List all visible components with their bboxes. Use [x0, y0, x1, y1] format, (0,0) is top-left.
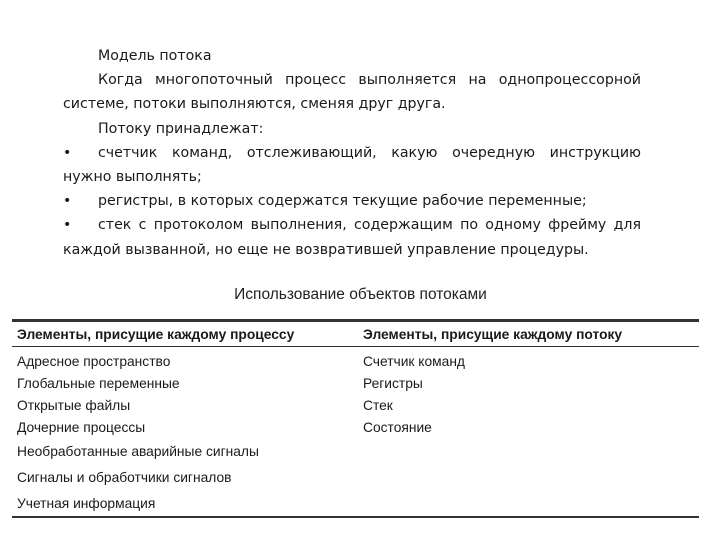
table-row	[12, 350, 699, 372]
bullet-item	[63, 189, 641, 213]
process-cell: Открытые файлы	[17, 397, 131, 413]
table-body	[12, 347, 699, 516]
process-cell: Сигналы и обработчики сигналов	[17, 469, 232, 485]
bullet-item	[63, 141, 641, 189]
section-heading: Модель потока	[98, 48, 212, 64]
thread-cell: Стек	[363, 397, 393, 413]
table-row	[12, 416, 699, 438]
thread-cell: Счетчик команд	[363, 353, 465, 369]
bullet-item	[63, 213, 641, 261]
thread-column-header: Элементы, присущие каждому потоку	[363, 326, 623, 342]
bullet-icon: •	[63, 217, 72, 234]
table-row	[12, 394, 699, 416]
table-header-row	[12, 322, 699, 346]
process-column-header: Элементы, присущие каждому процессу	[17, 326, 295, 342]
intro-paragraph: Когда многопоточный процесс выполняется на однопроцессорной системе, потоки выполняются, сменяя друг друга.	[63, 72, 641, 113]
process-cell: Необработанные аварийные сигналы	[17, 443, 259, 459]
bullet-text: регистры, в которых содержатся текущие рабочие переменные;	[98, 193, 587, 210]
thread-cell: Состояние	[363, 419, 432, 435]
table-caption: Использование объектов потоками	[234, 286, 487, 303]
bullet-text: стек с протоколом выполнения, содержащим по одному фрейму для каждой вызванной, но еще не возвратившей управление процедуры.	[63, 217, 641, 258]
process-cell: Адресное пространство	[17, 353, 171, 369]
bullet-icon: •	[63, 193, 72, 210]
process-cell: Учетная информация	[17, 495, 156, 511]
thread-cell: Регистры	[363, 375, 423, 391]
table-bottom-rule	[12, 516, 699, 518]
table-row	[12, 438, 699, 464]
bullet-icon: •	[63, 144, 72, 161]
belongs-paragraph: Потоку принадлежат:	[98, 120, 264, 137]
table-row	[12, 372, 699, 394]
table-row	[12, 464, 699, 490]
bullet-text: счетчик команд, отслеживающий, какую очередную инструкцию нужно выполнять;	[63, 144, 641, 186]
table-row	[12, 490, 699, 516]
process-cell: Глобальные переменные	[17, 375, 180, 391]
objects-table	[12, 286, 699, 518]
process-cell: Дочерние процессы	[17, 419, 146, 435]
lecture-text	[63, 44, 641, 262]
